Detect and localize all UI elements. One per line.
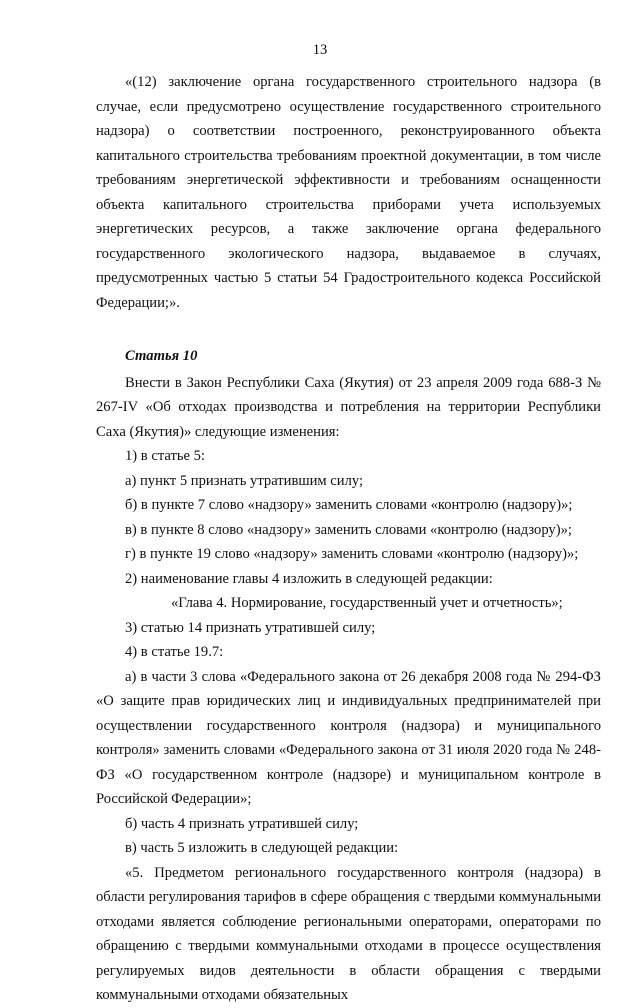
- page-number: 13: [312, 42, 328, 58]
- paragraph-final: «5. Предметом регионального государственного контроля (надзора) в области регулирования тарифов в сфере обращения с твердыми коммунальными отходами является соблюдение региональными операторами, операторами по обращению с твердыми коммунальными отходами в процессе осуществления регулируемых видов деятельности в области обращения с твердыми коммунальными отходами обязательных: [96, 864, 601, 1003]
- list-item: б) часть 4 признать утратившей силу;: [125, 815, 359, 832]
- list-item: 3) статью 14 признать утратившей силу;: [125, 619, 376, 636]
- list-item: 1) в статье 5:: [125, 448, 205, 464]
- article-intro: Внести в Закон Республики Саха (Якутия) от 23 апреля 2009 года 688-З № 267-IV «Об отходах производства и потребления на территории Республики Саха (Якутия)» следующие изменения:: [96, 374, 601, 440]
- list-item: 2) наименование главы 4 изложить в следующей редакции:: [125, 570, 493, 587]
- list-item: б) в пункте 7 слово «надзору» заменить словами «контролю (надзору)»;: [125, 497, 573, 513]
- paragraph-item-12: «(12) заключение органа государственного строительного надзора (в случае, если предусмотрено осуществление государственного строительного надзора) о соответствии построенного, реконструированного объекта капитального строительства требованиям проектной документации, в том числе требованиям энергетической эффективности и требованиям оснащенности объекта капитального строительства приборами учета используемых энергетических ресурсов, а также заключение органа федерального государственного экологического надзора, выдаваемое в случаях, предусмотренных частью 5 статьи 54 Градостроительного кодекса Российской Федерации;».: [96, 74, 601, 311]
- paragraph-a: а) в части 3 слова «Федерального закона от 26 декабря 2008 года № 294-ФЗ «О защите прав юридических лиц и индивидуальных предпринимателей при осуществлении государственного контроля (надзора) и муниципального контроля» заменить словами «Федерального закона от 31 июля 2020 года № 248-ФЗ «О государственном контроле (надзоре) и муниципальном контроле в Российской Федерации»;: [96, 668, 601, 807]
- document-body: [96, 70, 601, 1008]
- list-item: в) часть 5 изложить в следующей редакции:: [125, 840, 399, 856]
- article-title: Статья 10: [125, 348, 198, 364]
- list-item: г) в пункте 19 слово «надзору» заменить словами «контролю (надзору)»;: [125, 546, 579, 562]
- chapter-quote: «Глава 4. Нормирование, государственный учет и отчетность»;: [171, 595, 563, 611]
- list-item: в) в пункте 8 слово «надзору» заменить словами «контролю (надзору)»;: [125, 521, 572, 538]
- list-item: а) пункт 5 признать утратившим силу;: [125, 472, 364, 489]
- list-item: 4) в статье 19.7:: [125, 644, 224, 660]
